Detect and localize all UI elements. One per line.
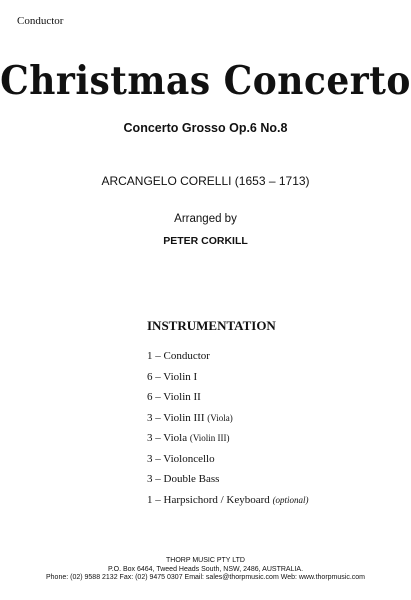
instrument-text: 3 – Violoncello xyxy=(147,452,215,465)
instrument-text: 1 – Conductor xyxy=(147,350,210,362)
instrument-text: 1 – Harpsichord / Keyboard xyxy=(147,493,270,506)
instrumentation-heading: INSTRUMENTATION xyxy=(147,318,276,333)
instrument-note: (Violin III) xyxy=(189,433,230,443)
score-title: Christmas Concerto xyxy=(0,58,411,104)
instrument-item xyxy=(147,411,309,432)
publisher-footer xyxy=(0,557,411,583)
arranged-by-label: Arranged by xyxy=(174,213,237,225)
instrument-item xyxy=(147,390,309,411)
instrument-item xyxy=(147,431,309,452)
instrument-text: 6 – Violin I xyxy=(147,370,198,383)
part-label: Conductor xyxy=(17,15,64,27)
score-subtitle: Concerto Grosso Op.6 No.8 xyxy=(123,121,288,135)
instrument-item xyxy=(147,493,309,514)
instrument-text: 3 – Violin III xyxy=(147,411,205,424)
instrument-note: (optional) xyxy=(272,494,309,505)
publisher-address: P.O. Box 6464, Tweed Heads South, NSW, 2486, AUSTRALIA. xyxy=(107,565,304,573)
instrument-note: (Viola) xyxy=(207,412,233,423)
instrument-text: 3 – Viola xyxy=(147,432,188,444)
composer-line: ARCANGELO CORELLI (1653 – 1713) xyxy=(101,174,310,188)
publisher-name: THORP MUSIC PTY LTD xyxy=(166,557,245,564)
instrument-item xyxy=(147,370,309,391)
instrument-item xyxy=(147,472,309,493)
instrument-item xyxy=(147,349,309,370)
arranger-name: PETER CORKILL xyxy=(163,235,248,247)
instrument-text: 3 – Double Bass xyxy=(147,473,220,485)
instrument-item xyxy=(147,452,309,473)
instrument-text: 6 – Violin II xyxy=(147,391,201,403)
publisher-contact: Phone: (02) 9588 2132 Fax: (02) 9475 0307 Email: sales@thorpmusic.com Web: www.thorpmusic.com xyxy=(45,574,366,582)
instrumentation-list xyxy=(147,349,309,513)
